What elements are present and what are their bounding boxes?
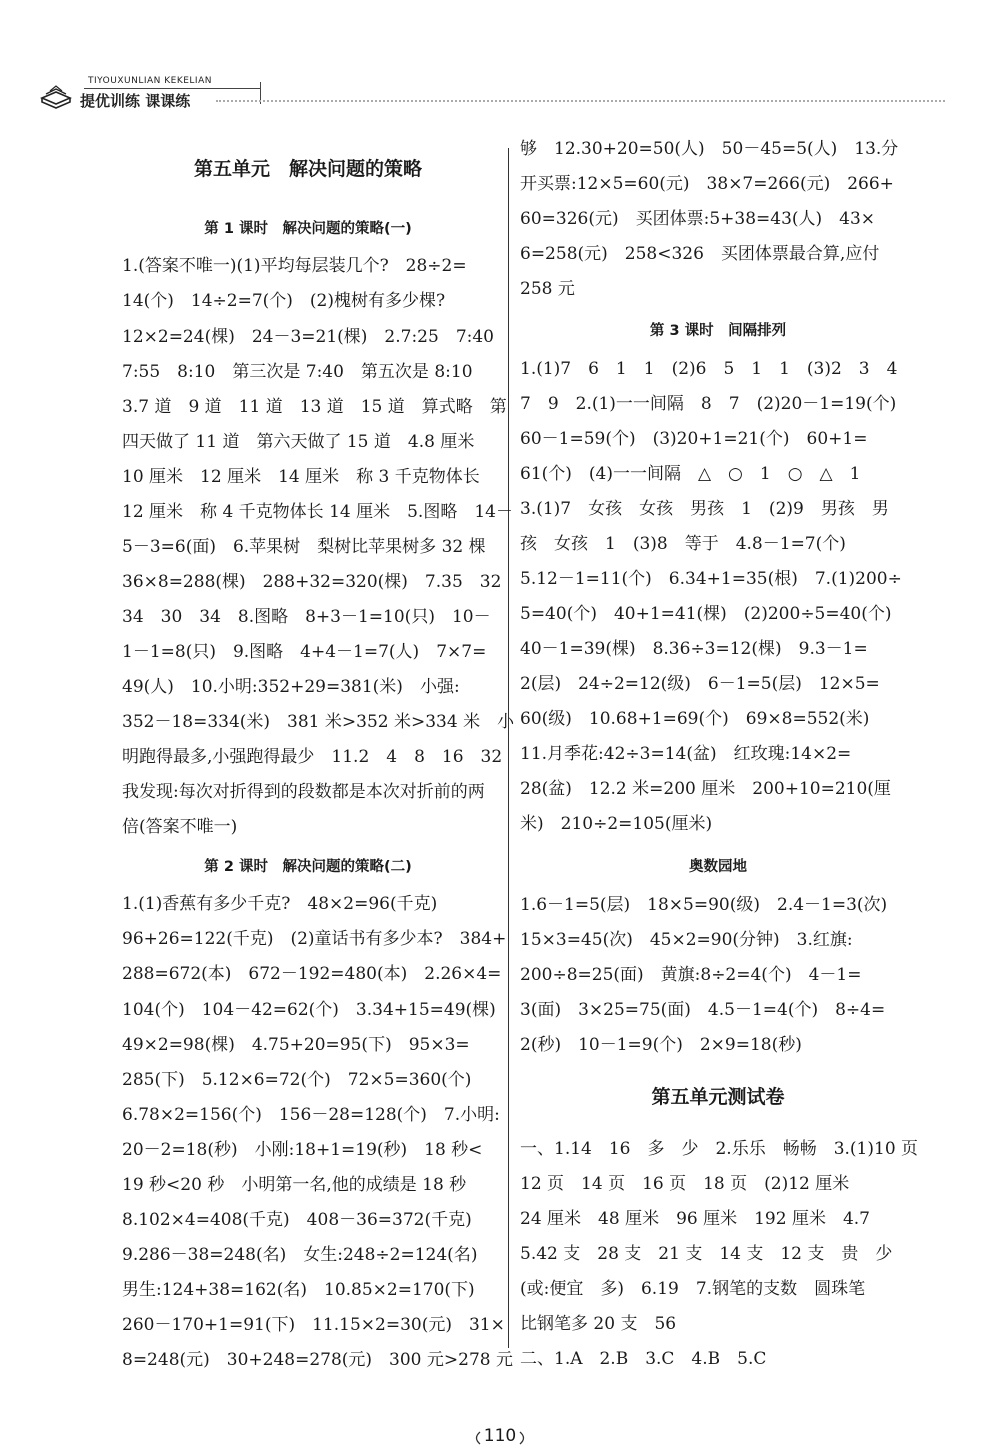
answer-line: 352－18=334(米) 381 米>352 米>334 米 小 [122, 712, 515, 732]
answer-line: 我发现:每次对折得到的段数都是本次对折前的两 [122, 782, 485, 802]
answer-line: 二、1.A 2.B 3.C 4.B 5.C [520, 1349, 767, 1369]
unit-title: 第五单元 解决问题的策略 [193, 158, 422, 180]
answer-line: 6=258(元) 258<326 买团体票最合算,应付 [520, 244, 880, 264]
page-number: 110 [483, 1426, 517, 1446]
answer-line: 260－170+1=91(下) 11.15×2=30(元) 31× [122, 1315, 505, 1335]
answer-line: 2(层) 24÷2=12(级) 6－1=5(层) 12×5= [520, 674, 880, 694]
answer-line: 米) 210÷2=105(厘米) [520, 814, 713, 834]
answer-line: 男生:124+38=162(名) 10.85×2=170(下) [122, 1280, 475, 1300]
answer-line: (或:便宜 多) 6.19 7.钢笔的支数 圆珠笔 [520, 1279, 866, 1299]
answer-line: 7 9 2.(1)一一间隔 8 7 (2)20－1=19(个) [520, 394, 897, 414]
answer-line: 6.78×2=156(个) 156－28=128(个) 7.小明: [122, 1105, 500, 1125]
answer-line: 1－1=8(只) 9.图略 4+4－1=7(人) 7×7= [122, 642, 487, 662]
column-divider [508, 148, 509, 1348]
page-header [40, 74, 945, 114]
brand-english: TIYOUXUNLIAN KEKELIAN [88, 76, 212, 86]
answer-line: 12 页 14 页 16 页 18 页 (2)12 厘米 [520, 1174, 850, 1194]
answer-line: 5=40(个) 40+1=41(棵) (2)200÷5=40(个) [520, 604, 892, 624]
answer-line: 3.(1)7 女孩 女孩 男孩 1 (2)9 男孩 男 [520, 499, 889, 519]
answer-line: 5－3=6(面) 6.苹果树 梨树比苹果树多 32 棵 [122, 537, 486, 557]
answer-line: 36×8=288(棵) 288+32=320(棵) 7.35 32 [122, 572, 502, 592]
answer-line: 19 秒<20 秒 小明第一名,他的成绩是 18 秒 [122, 1175, 467, 1195]
answer-line: 60(级) 10.68+1=69(个) 69×8=552(米) [520, 709, 870, 729]
answer-line: 3(面) 3×25=75(面) 4.5－1=4(个) 8÷4= [520, 1000, 886, 1020]
book-stack-icon [40, 84, 72, 110]
answer-line: 比钢笔多 20 支 56 [520, 1314, 677, 1334]
answer-line: 60=326(元) 买团体票:5+38=43(人) 43× [520, 209, 876, 229]
answer-line: 8=248(元) 30+248=278(元) 300 元>278 元 [122, 1350, 513, 1370]
answer-line: 24 厘米 48 厘米 96 厘米 192 厘米 4.7 [520, 1209, 870, 1229]
answer-line: 9.286－38=248(名) 女生:248÷2=124(名) [122, 1245, 478, 1265]
answer-line: 5.12－1=11(个) 6.34+1=35(根) 7.(1)200÷ [520, 569, 902, 589]
answer-line: 1.6－1=5(层) 18×5=90(级) 2.4－1=3(次) [520, 895, 888, 915]
lesson3-title: 第 3 课时 间隔排列 [649, 323, 787, 339]
answer-line: 200÷8=25(面) 黄旗:8÷2=4(个) 4－1= [520, 965, 862, 985]
answer-line: 10 厘米 12 厘米 14 厘米 称 3 千克物体长 [122, 467, 480, 487]
answer-line: 1.(答案不唯一)(1)平均每层装几个? 28÷2= [122, 256, 467, 276]
page-ornament-right-icon [518, 1431, 530, 1445]
answer-line: 一、1.14 16 多 少 2.乐乐 畅畅 3.(1)10 页 [520, 1139, 919, 1159]
answer-line: 104(个) 104－42=62(个) 3.34+15=49(棵) [122, 1000, 496, 1020]
answer-line: 96+26=122(千克) (2)童话书有多少本? 384+ [122, 929, 507, 949]
brand-chinese: 提优训练 课课练 [80, 92, 191, 110]
answer-line: 12 厘米 称 4 千克物体长 14 厘米 5.图略 14－ [122, 502, 513, 522]
answer-line: 7:55 8:10 第三次是 7:40 第五次是 8:10 [122, 362, 473, 382]
answer-line: 1.(1)香蕉有多少千克? 48×2=96(千克) [122, 894, 438, 914]
answer-line: 明跑得最多,小强跑得最少 11.2 4 8 16 32 [122, 747, 503, 767]
answer-line: 四天做了 11 道 第六天做了 15 道 4.8 厘米 [122, 432, 475, 452]
answer-line: 8.102×4=408(千克) 408－36=372(千克) [122, 1210, 472, 1230]
answer-line: 5.42 支 28 支 21 支 14 支 12 支 贵 少 [520, 1244, 893, 1264]
answer-line: 40－1=39(棵) 8.36÷3=12(棵) 9.3－1= [520, 639, 868, 659]
answer-line: 49×2=98(棵) 4.75+20=95(下) 95×3= [122, 1035, 470, 1055]
answer-line: 61(个) (4)一一间隔 △ ○ 1 ○ △ 1 [520, 464, 861, 484]
answer-line: 285(下) 5.12×6=72(个) 72×5=360(个) [122, 1070, 472, 1090]
lesson1-title: 第 1 课时 解决问题的策略(一) [204, 221, 412, 237]
answer-line: 49(人) 10.小明:352+29=381(米) 小强: [122, 677, 460, 697]
answer-line: 288=672(本) 672－192=480(本) 2.26×4= [122, 964, 502, 984]
answer-line: 15×3=45(次) 45×2=90(分钟) 3.红旗: [520, 930, 853, 950]
answer-line: 1.(1)7 6 1 1 (2)6 5 1 1 (3)2 3 4 [520, 359, 898, 379]
answer-line: 11.月季花:42÷3=14(盆) 红玫瑰:14×2= [520, 744, 852, 764]
lesson2-title: 第 2 课时 解决问题的策略(二) [204, 859, 412, 875]
answer-line: 34 30 34 8.图略 8+3－1=10(只) 10－ [122, 607, 491, 627]
answer-line: 60－1=59(个) (3)20+1=21(个) 60+1= [520, 429, 868, 449]
answer-line: 12×2=24(棵) 24－3=21(棵) 2.7:25 7:40 [122, 327, 494, 347]
answer-line: 258 元 [520, 279, 575, 299]
answer-line: 开买票:12×5=60(元) 38×7=266(元) 266+ [520, 174, 894, 194]
answer-line: 够 12.30+20=50(人) 50－45=5(人) 13.分 [520, 139, 899, 159]
answer-line: 3.7 道 9 道 11 道 13 道 15 道 算式略 第 [122, 397, 507, 417]
answer-line: 孩 女孩 1 (3)8 等于 4.8－1=7(个) [520, 534, 846, 554]
brand-rule [84, 88, 260, 89]
answer-line: 倍(答案不唯一) [122, 817, 238, 837]
answer-line: 2(秒) 10－1=9(个) 2×9=18(秒) [520, 1035, 802, 1055]
test-title: 第五单元测试卷 [651, 1086, 785, 1108]
answer-line: 14(个) 14÷2=7(个) (2)槐树有多少棵? [122, 291, 446, 311]
answer-line: 28(盆) 12.2 米=200 厘米 200+10=210(厘 [520, 779, 891, 799]
olympiad-title: 奥数园地 [689, 859, 747, 875]
answer-line: 20－2=18(秒) 小刚:18+1=19(秒) 18 秒< [122, 1140, 483, 1160]
header-dotted-rule [216, 100, 945, 102]
